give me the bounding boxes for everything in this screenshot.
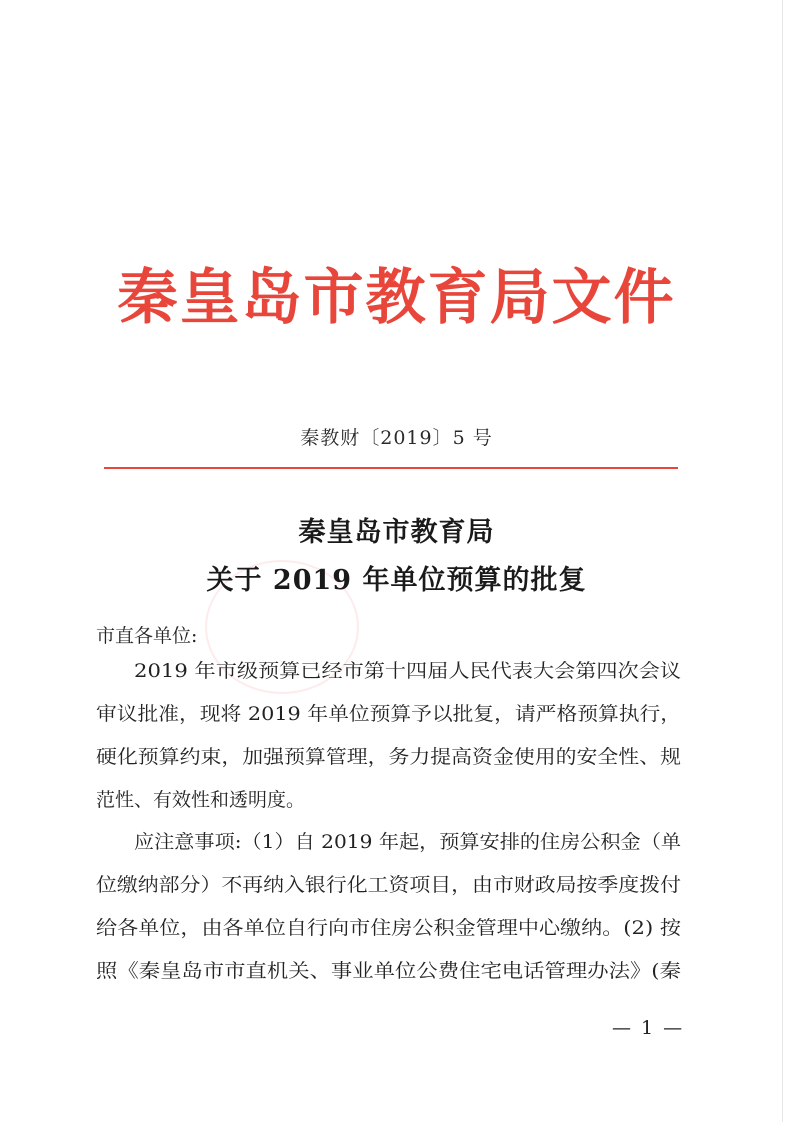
paragraph-line-text: 位缴纳部分）不再纳入银行化工资项目，由市财政局按季度拨付 <box>96 874 681 896</box>
paragraph-line-text: 审议批准，现将 2019 年单位预算予以批复，请严格预算执行， <box>96 703 681 725</box>
paragraph-line <box>96 786 681 814</box>
page-number: — 1 — <box>612 1017 685 1039</box>
paragraph-line-text: 应注意事项:（1）自 2019 年起，预算安排的住房公积金（单 <box>134 831 681 853</box>
paragraph-line-text: 硬化预算约束，加强预算管理，务力提高资金使用的安全性、规 <box>96 746 681 768</box>
document-title-line-1: 秦皇岛市教育局 <box>298 517 495 548</box>
paragraph-line <box>96 914 681 942</box>
paragraph-line <box>96 657 681 685</box>
document-title-line-2: 关于 2019 年单位预算的批复 <box>206 565 587 596</box>
red-divider-line <box>104 467 678 469</box>
paragraph-line-text: 范性、有效性和透明度。 <box>96 789 306 811</box>
paragraph-line <box>96 871 681 899</box>
paragraph-line <box>96 957 681 985</box>
paragraph-line <box>96 828 681 856</box>
paragraph-line-text: 2019 年市级预算已经市第十四届人民代表大会第四次会议 <box>134 660 681 682</box>
paragraph-line-text: 给各单位，由各单位自行向市住房公积金管理中心缴纳。(2) 按 <box>96 917 681 939</box>
paragraph-line-text: 照《秦皇岛市市直机关、事业单位公费住宅电话管理办法》(秦 <box>96 960 681 982</box>
paragraph-line <box>96 743 681 771</box>
salutation: 市直各单位: <box>96 625 198 647</box>
document-number: 秦教财〔2019〕5 号 <box>300 427 493 449</box>
paragraph-line <box>96 700 681 728</box>
letterhead-title: 秦皇岛市教育局文件 <box>117 263 676 333</box>
